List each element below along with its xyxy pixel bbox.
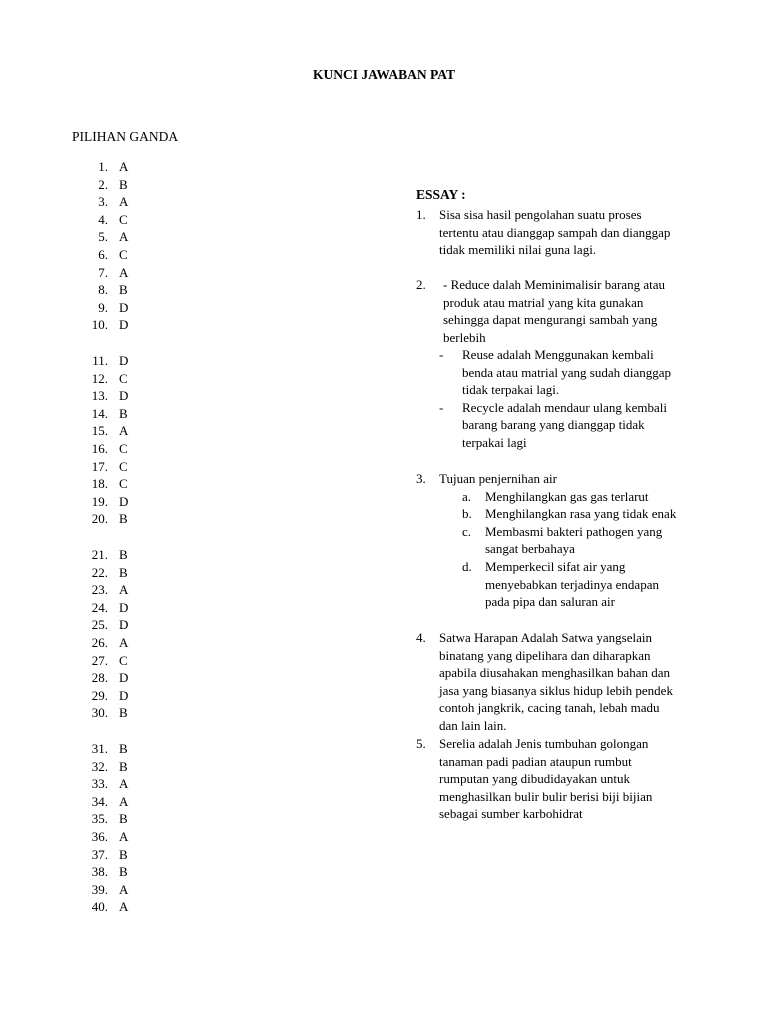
essay-answer-line: sehingga dapat mengurangi sambah yang xyxy=(443,312,658,328)
essay-answer-line: tidak memiliki nilai guna lagi. xyxy=(439,242,597,258)
sub-item-line: menyebabkan terjadinya endapan xyxy=(485,576,659,592)
mc-item-number: 2. xyxy=(98,176,108,192)
page-title: KUNCI JAWABAN PAT xyxy=(312,67,455,82)
mc-item-number: 23. xyxy=(91,582,108,598)
mc-item-number: 5. xyxy=(98,229,108,245)
mc-item-number: 29. xyxy=(91,687,108,703)
essay-answer-line: sebagai sumber karbohidrat xyxy=(439,806,583,822)
essay-answer-line: - Reduce dalah Meminimalisir barang atau xyxy=(443,277,666,292)
mc-item-number: 34. xyxy=(91,793,108,809)
mc-item-number: 11. xyxy=(92,353,108,368)
mc-item-answer: B xyxy=(119,846,128,862)
mc-item-number: 24. xyxy=(91,599,108,615)
mc-item-answer: D xyxy=(119,317,129,333)
mc-item-answer: A xyxy=(119,159,129,174)
essay-number: 1. xyxy=(416,207,426,222)
essay-answer-line: menghasilkan bulir bulir berisi biji bijian xyxy=(439,788,653,804)
mc-item-answer: D xyxy=(119,617,129,633)
mc-item-answer: D xyxy=(119,353,129,368)
mc-item-answer: D xyxy=(119,687,129,703)
essay-answer-line: Sisa sisa hasil pengolahan suatu proses xyxy=(439,207,642,222)
mc-item-number: 19. xyxy=(91,493,108,509)
bullet-marker: - xyxy=(439,347,444,362)
mc-item-answer: B xyxy=(119,741,128,756)
mc-item-answer: A xyxy=(119,776,129,792)
mc-item-answer: A xyxy=(119,423,129,439)
mc-item-answer: D xyxy=(119,599,129,615)
mc-item-number: 14. xyxy=(91,405,108,421)
mc-item-number: 3. xyxy=(98,194,108,210)
essay-answer-line: rumputan yang dibudidayakan untuk xyxy=(439,771,630,787)
mc-item-number: 1. xyxy=(98,159,108,174)
sub-item-line: sangat berbahaya xyxy=(485,541,575,557)
mc-item-answer: A xyxy=(119,194,129,210)
mc-item-number: 16. xyxy=(91,441,108,456)
essay-answer-line: apabila diusahakan menghasilkan bahan dan xyxy=(439,665,671,681)
essay-number: 5. xyxy=(416,736,426,751)
mc-item-answer: B xyxy=(119,511,128,527)
essay-answer-line: binatang yang dipelihara dan diharapkan xyxy=(439,647,651,663)
mc-item-number: 39. xyxy=(91,881,108,897)
mc-item-number: 4. xyxy=(98,211,108,227)
mc-item-answer: D xyxy=(119,493,129,509)
mc-item-number: 27. xyxy=(91,652,108,668)
mc-item-answer: B xyxy=(119,405,128,421)
mc-item-answer: A xyxy=(119,899,129,915)
mc-item-answer: B xyxy=(119,564,128,580)
mc-item-number: 26. xyxy=(91,635,108,650)
sub-item-line: Menghilangkan gas gas terlarut xyxy=(485,488,649,504)
sub-item-marker: c. xyxy=(462,523,472,539)
mc-item-answer: B xyxy=(119,547,128,562)
essay-answer-line: tertentu atau dianggap sampah dan dianggap xyxy=(439,224,671,240)
section-heading-essay: ESSAY : xyxy=(416,187,466,202)
mc-item-answer: D xyxy=(119,388,129,404)
mc-item-answer: C xyxy=(119,441,128,456)
bullet-marker: - xyxy=(439,399,444,415)
mc-item-answer: A xyxy=(119,264,129,280)
mc-item-answer: C xyxy=(119,458,128,474)
mc-item-number: 18. xyxy=(91,476,108,492)
mc-item-number: 17. xyxy=(91,458,108,474)
mc-item-number: 21. xyxy=(91,547,108,562)
mc-item-answer: B xyxy=(119,705,128,721)
mc-item-number: 7. xyxy=(98,264,108,280)
bullet-text-line: barang barang yang dianggap tidak xyxy=(462,417,645,433)
mc-item-answer: A xyxy=(119,829,129,844)
bullet-text-line: benda atau matrial yang sudah dianggap xyxy=(462,364,672,380)
mc-item-number: 6. xyxy=(98,247,108,262)
mc-item-number: 38. xyxy=(91,864,108,880)
mc-item-answer: A xyxy=(119,793,129,809)
section-heading-pilihan-ganda: PILIHAN GANDA xyxy=(72,129,179,144)
essay-number: 2. xyxy=(416,277,426,292)
mc-item-number: 36. xyxy=(91,829,108,844)
essay-answer-line: Satwa Harapan Adalah Satwa yangselain xyxy=(439,630,652,645)
mc-item-number: 28. xyxy=(91,670,108,686)
mc-item-answer: B xyxy=(119,282,128,298)
sub-item-line: Membasmi bakteri pathogen yang xyxy=(485,523,663,539)
mc-item-answer: C xyxy=(119,476,128,492)
sub-item-marker: a. xyxy=(462,488,472,504)
mc-item-answer: B xyxy=(119,864,128,880)
mc-item-answer: C xyxy=(119,211,128,227)
bullet-text-line: Reuse adalah Menggunakan kembali xyxy=(462,347,654,362)
mc-item-answer: D xyxy=(119,299,129,315)
mc-item-answer: A xyxy=(119,635,129,650)
sub-item-marker: d. xyxy=(462,559,472,574)
mc-item-number: 40. xyxy=(91,899,108,915)
bullet-text-line: Recycle adalah mendaur ulang kembali xyxy=(462,399,668,415)
mc-item-number: 33. xyxy=(91,776,108,792)
mc-item-number: 8. xyxy=(98,282,108,298)
mc-item-number: 22. xyxy=(91,564,108,580)
mc-item-number: 20. xyxy=(91,511,108,527)
mc-item-number: 9. xyxy=(98,299,108,315)
essay-number: 4. xyxy=(416,630,426,645)
mc-item-number: 13. xyxy=(91,388,108,404)
essay-answer-line: dan lain lain. xyxy=(439,718,507,733)
mc-item-answer: A xyxy=(119,582,129,598)
mc-item-answer: D xyxy=(119,670,129,686)
mc-item-number: 15. xyxy=(91,423,108,439)
mc-item-number: 30. xyxy=(91,705,108,721)
mc-item-number: 12. xyxy=(91,370,108,386)
bullet-text-line: terpakai lagi xyxy=(462,435,527,450)
mc-item-number: 32. xyxy=(91,758,108,774)
mc-item-number: 25. xyxy=(91,617,108,633)
mc-item-number: 31. xyxy=(91,741,108,756)
mc-item-answer: B xyxy=(119,176,128,192)
essay-answer-line: berlebih xyxy=(443,329,486,345)
mc-item-number: 35. xyxy=(91,811,108,827)
mc-item-answer: B xyxy=(119,811,128,827)
mc-item-number: 37. xyxy=(91,846,108,862)
mc-item-answer: C xyxy=(119,652,128,668)
mc-item-answer: A xyxy=(119,881,129,897)
sub-item-line: pada pipa dan saluran air xyxy=(485,594,615,610)
essay-answer-line: Serelia adalah Jenis tumbuhan golongan xyxy=(439,736,649,751)
sub-item-line: Menghilangkan rasa yang tidak enak xyxy=(485,506,677,522)
essay-number: 3. xyxy=(416,471,426,486)
sub-item-marker: b. xyxy=(462,506,472,522)
bullet-text-line: tidak terpakai lagi. xyxy=(462,382,560,398)
essay-answer-line: Tujuan penjernihan air xyxy=(439,471,557,486)
essay-answer-line: produk atau matrial yang kita gunakan xyxy=(443,294,644,310)
essay-answer-line: tanaman padi padian ataupun rumbut xyxy=(439,753,632,769)
mc-item-answer: C xyxy=(119,247,128,262)
essay-answer-line: jasa yang biasanya siklus hidup lebih pendek xyxy=(439,682,673,698)
essay-answer-line: contoh jangkrik, cacing tanah, lebah madu xyxy=(439,700,660,716)
mc-item-number: 10. xyxy=(91,317,108,333)
mc-item-answer: B xyxy=(119,758,128,774)
mc-item-answer: C xyxy=(119,370,128,386)
mc-item-answer: A xyxy=(119,229,129,245)
sub-item-line: Memperkecil sifat air yang xyxy=(485,559,626,574)
